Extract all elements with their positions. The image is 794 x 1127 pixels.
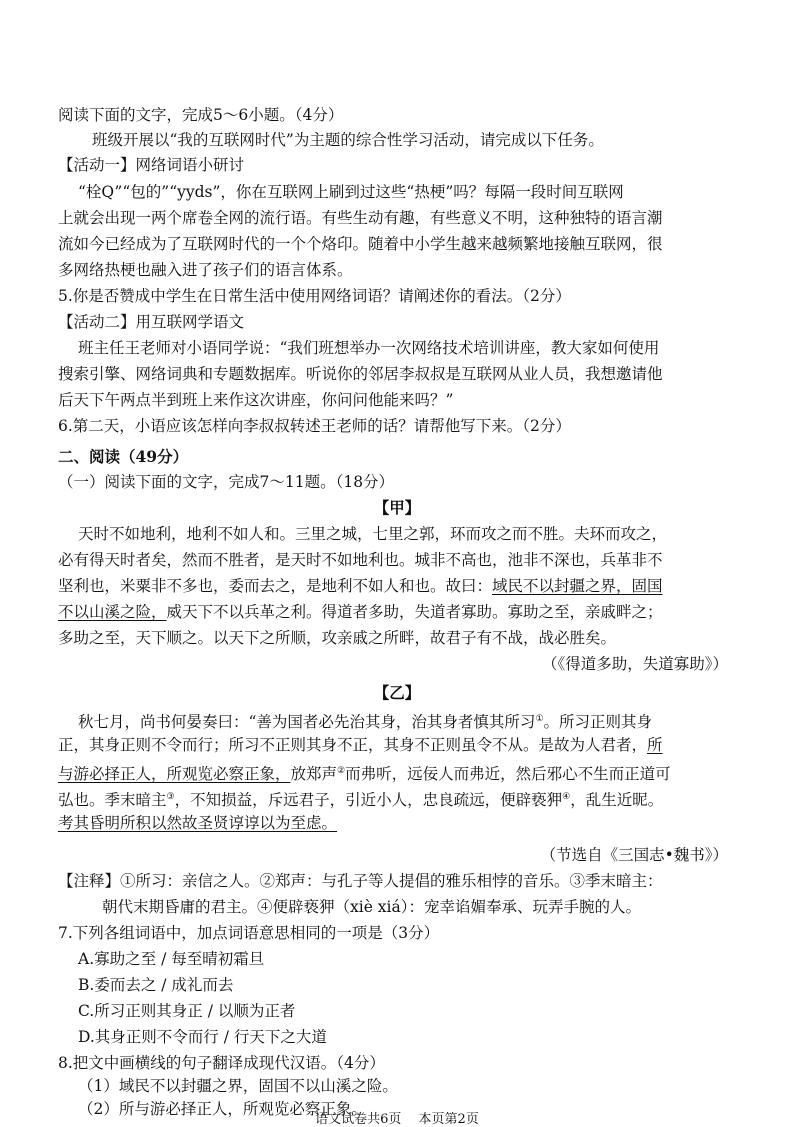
option-text: C.所习正则其身正 [78, 1002, 203, 1020]
option-text: B.委而去之 [78, 976, 157, 994]
passage-yi-line [58, 811, 337, 835]
paragraph-line: 多网络热梗也融入进了孩子们的语言体系。 [58, 261, 353, 279]
text-jia-label: 【甲】 [373, 498, 421, 517]
text-yi-label: 【乙】 [373, 683, 421, 702]
option-text: D.其身正则不令而行 [78, 1028, 219, 1046]
passage-yi-line [58, 733, 663, 757]
passage-text: 正，其身正则不令而行；所习不正则其身不正，其身不正则虽令不从。是故为人君者， [58, 736, 648, 754]
passage-jia-line: 多助之至，天下顺之。以天下之所顺，攻亲戚之所畔，故君子有不战，战必胜矣。 [58, 629, 617, 647]
annotation-line: 朝代末期昏庸的君主。④便辟亵狎（xiè xiá）：宠幸谄媚奉承、玩弄手腕的人。 [102, 898, 641, 916]
paragraph-line: 班主任王老师对小语同学说：“我们班想举办一次网络技术培训讲座，教大家如何使用 [78, 339, 660, 357]
underlined-sentence: 与游必择正人，所观览必察正象， [58, 765, 291, 784]
passage-yi-line [78, 707, 652, 734]
underlined-sentence: 所 [647, 736, 663, 754]
note-mark: ④ [562, 792, 571, 802]
passage-text: 放郑声 [290, 765, 338, 784]
question-6: 6.第二天，小语应该怎样向李叔叔转述王老师的话？请帮他写下来。（2分） [58, 417, 571, 435]
intro-instruction: 阅读下面的文字，完成5～6小题。（4分） [58, 106, 344, 124]
underlined-sentence: 考其昏明所积以然故圣贤谆谆以为至虑。 [58, 814, 338, 832]
activity-two-heading: 【活动二】用互联网学语文 [58, 313, 245, 331]
passage-text: 秋七月，尚书何晏奏曰：“善为国者必先治其身，治其身者慎其所习 [78, 713, 536, 732]
section-heading: 二、阅读（49分） [58, 447, 189, 466]
passage-text: ，乱生近昵。 [570, 791, 664, 810]
passage-yi-source: （节选自《三国志•魏书》） [540, 846, 728, 864]
note-mark: ② [337, 766, 346, 776]
paragraph-line: 后天下午两点半到班上来作这次讲座，你问问他能来吗？” [58, 391, 454, 409]
question-8-item-2: （2）所与游必择正人，所观览必察正象。 [78, 1100, 367, 1118]
note-mark: ① [535, 714, 544, 724]
passage-jia-line [58, 600, 663, 624]
paragraph-line: 上就会出现一两个席卷全网的流行语。有些生动有趣，有些意义不明，这种独特的语言潮 [58, 209, 663, 227]
question-7: 7.下列各组词语中，加点词语意思相同的一项是（3分） [58, 924, 440, 942]
passage-text: ，不知损益，斥远君子，引近小人，忠良疏远，便辟亵狎 [174, 791, 563, 810]
underlined-sentence: 域民不以封疆之界，固国 [492, 577, 663, 595]
passage-text: 弘也。季末暗主 [58, 791, 167, 810]
subsection-instruction: （一）阅读下面的文字，完成7～11题。（18分） [58, 473, 395, 491]
underlined-sentence: 不以山溪之险， [58, 603, 167, 621]
paragraph-line: 流如今已经成为了互联网时代的一个个烙印。随着中小学生越来越频繁地接触互联网，很 [58, 235, 663, 253]
option-text: / 成礼而去 [161, 976, 234, 994]
passage-text: 。所习正则其身 [543, 713, 653, 732]
passage-text: 而弗听，远佞人而弗近，然后邪心不生而正道可 [345, 765, 671, 784]
passage-text: 坚利也，米粟非不多也，委而去之，是地利不如人和也。故曰： [58, 577, 493, 595]
option-d [78, 1025, 327, 1049]
option-text: / 每至晴初霜旦 [161, 950, 265, 968]
note-mark: ③ [166, 792, 175, 802]
passage-jia-line: 天时不如地利，地利不如人和。三里之城，七里之郭，环而攻之而不胜。夫环而攻之， [78, 525, 668, 543]
passage-jia-line: 必有得天时者矣，然而不胜者，是天时不如地利也。城非不高也，池非不深也，兵革非不 [58, 551, 663, 569]
passage-yi-line [58, 759, 671, 786]
option-text: A.寡助之至 [78, 950, 157, 968]
option-text: / 行天下之大道 [223, 1028, 327, 1046]
paragraph-line: “栓Q”“包的”“yyds”，你在互联网上刷到过这些“热梗”吗？每隔一段时间互联网 [78, 183, 624, 201]
question-8: 8.把文中画横线的句子翻译成现代汉语。（4分） [58, 1054, 385, 1072]
paragraph-line: 搜索引擎、网络词典和专题数据库。听说你的邻居李叔叔是互联网从业人员，我想邀请他 [58, 365, 663, 383]
option-a [78, 947, 264, 971]
page-footer: 语文试卷共6页 本页第2页 [315, 1112, 479, 1127]
question-5: 5.你是否赞成中学生在日常生活中使用网络词语？请阐述你的看法。（2分） [58, 287, 571, 305]
annotation-line: 【注释】①所习：亲信之人。②郑声：与孔子等人提倡的雅乐相悖的音乐。③季末暗主： [58, 872, 663, 890]
activity-one-heading: 【活动一】网络词语小研讨 [58, 156, 245, 174]
question-8-item-1: （1）域民不以封疆之界，固国不以山溪之险。 [78, 1077, 398, 1095]
option-text: / 以顺为正者 [207, 1002, 296, 1020]
option-c [78, 999, 295, 1023]
activity-intro: 班级开展以“我的互联网时代”为主题的综合性学习活动，请完成以下任务。 [92, 131, 604, 149]
passage-yi-line [58, 785, 663, 812]
passage-jia-source: （《得道多助，失道寡助》） [541, 655, 728, 673]
passage-jia-line [58, 574, 663, 598]
option-b [78, 973, 233, 997]
passage-text: 威天下不以兵革之利。得道者多助，失道者寡助。寡助之至，亲戚畔之； [166, 603, 663, 621]
